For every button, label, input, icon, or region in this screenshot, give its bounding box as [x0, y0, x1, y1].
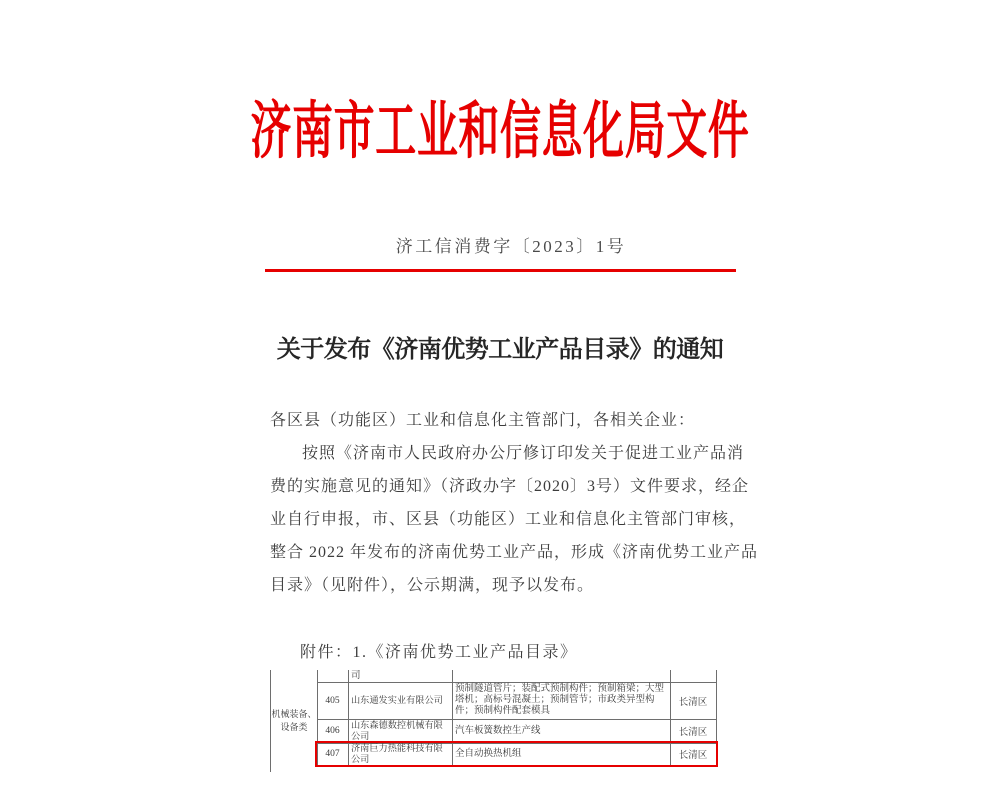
product-catalog-table [270, 670, 717, 772]
agency-title: 济南市工业和信息化局文件 [250, 98, 750, 166]
category-line: 设备类 [280, 722, 308, 732]
table-row-company: 济南巨力热能科技有限公司 [351, 743, 443, 764]
table-row-district: 长清区 [678, 751, 708, 761]
table-row-company: 山东森德数控机械有限公司 [351, 720, 443, 741]
table-row-number: 406 [325, 726, 340, 736]
table-row-number: 405 [325, 695, 340, 706]
body-line: 整合 2022 年发布的济南优势工业产品，形成《济南优势工业产品 [270, 544, 759, 561]
table-row-number: 407 [325, 749, 340, 759]
table-row-district: 长清区 [678, 728, 708, 738]
notice-body [270, 404, 759, 602]
attachment-line: 附件：1.《济南优势工业产品目录》 [300, 644, 578, 661]
body-line: 费的实施意见的通知》（济政办字〔2020〕3号）文件要求，经企 [270, 478, 750, 495]
table-row-company: 山东通发实业有限公司 [351, 695, 443, 705]
partial-row-company-fragment: 司 [351, 671, 361, 681]
table-row-district: 长清区 [678, 697, 708, 708]
body-line: 按照《济南市人民政府办公厅修订印发关于促进工业产品消 [302, 445, 745, 462]
doc-number: 济工信消费字〔2023〕1号 [395, 237, 627, 256]
table-row-products: 全自动换热机组 [455, 748, 522, 759]
category-line: 机械装备、 [271, 709, 317, 719]
red-divider-line [265, 269, 736, 272]
highlight-box-row-407 [315, 741, 718, 767]
body-line: 业自行申报，市、区县（功能区）工业和信息化主管部门审核， [270, 511, 747, 528]
table-row-products: 预制隧道管片；装配式预制构件；预制箱梁；大型塔机；高标号混凝土；预制管节；市政类异型构件；预制构件配套模具 [455, 684, 665, 716]
salutation-line: 各区县（功能区）工业和信息化主管部门，各相关企业： [270, 412, 696, 429]
table-row-products: 汽车板簧数控生产线 [455, 725, 541, 736]
category-cell [271, 670, 317, 772]
body-line: 目录》（见附件），公示期满，现予以发布。 [270, 577, 595, 594]
notice-title: 关于发布《济南优势工业产品目录》的通知 [276, 337, 724, 363]
